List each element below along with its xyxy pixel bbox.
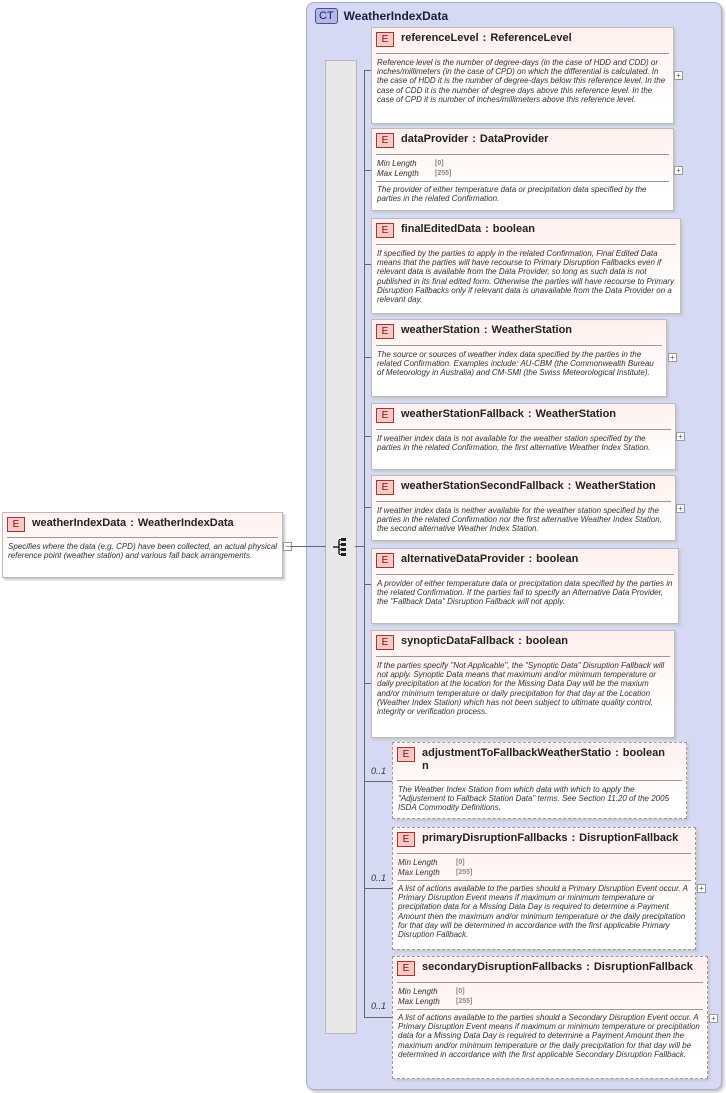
element-badge: E [376,408,394,423]
element-box[interactable] [371,27,674,124]
element-title [401,480,656,493]
element-box[interactable] [392,742,687,819]
element-type: boolean [536,553,579,565]
facet-value: [255] [435,169,452,177]
root-element-type: WeatherIndexData [137,517,234,529]
facet-label: Max Length [398,867,440,877]
expand-toggle[interactable]: + [709,1014,718,1023]
divider [376,53,669,54]
element-title [401,635,568,648]
element-header [376,223,674,238]
root-element-header [7,517,276,532]
type-separator: : [528,553,533,565]
element-title [401,324,572,337]
connector-line [364,584,371,585]
facet-label: Max Length [377,168,419,178]
type-separator: : [567,480,572,492]
element-doc: The provider of either temperature data or precipitation data specified by the parties in the related Confirmation. [377,185,647,204]
element-title [422,747,665,773]
element-box[interactable] [371,128,674,211]
facet-value: [255] [456,868,473,876]
element-doc: If weather index data is not available for the weather station specified by the parties in the related Confirmation, the first alternative Weather Index Station. [377,434,651,453]
element-title [401,133,548,146]
element-doc: The source or sources of weather index data specified by the parties in the related Confirmation. Examples include: AU-CBM (the Commonwealth Bureau of Meteorology in Australia) and CM-SMI (the Swiss Meteorological Institute). [377,350,654,378]
element-badge: E [376,133,394,148]
element-header [397,961,701,976]
divider [397,780,682,781]
element-header [376,133,667,148]
element-box[interactable] [371,218,681,314]
sequence-icon [333,538,349,556]
root-element-doc: Specifies where the data (e.g. CPD) have been collected, an actual physical reference point (weather station) and various fall back arrangements. [8,542,278,561]
type-separator: : [586,961,590,973]
connector-line [364,357,371,358]
divider [397,982,703,983]
connector-line [364,436,371,437]
facet-value: [0] [435,160,444,167]
facet-row [398,997,472,1007]
expand-toggle[interactable]: + [674,71,683,80]
element-doc: The Weather Index Station from which data with which to apply the "Adjustement to Fallback Station Data" terms. See Section 11.20 of the 2005 ISDA Commodity Definitions. [398,785,670,813]
element-doc: If specified by the parties to apply in the related Confirmation, Final Edited Data means that the parties will have recourse to Primary Disruption Fallbacks even if relevant data is available from the Data Provider, so long as such data is not published in its final edited form. Otherwise the parties will have recourse to Primary Disruption Fallbacks only if relevant data is unavailable from the Data Provider on a relevant day. [377,249,675,305]
facets [398,858,472,877]
connector-line [290,546,326,547]
element-badge: E [7,517,25,532]
element-type: boolean [622,747,665,759]
element-type: boolean [492,223,535,235]
divider [7,537,278,538]
expand-toggle[interactable]: + [668,353,677,362]
element-header [376,480,669,495]
facets [377,159,451,178]
element-name: finalEditedData [401,223,482,235]
expand-toggle[interactable]: + [697,884,706,893]
expand-toggle[interactable]: + [676,504,685,513]
facet-label: Min Length [398,858,438,867]
element-type: DisruptionFallback [593,961,693,973]
expand-toggle[interactable]: + [676,432,685,441]
connector-line [364,781,392,782]
cardinality-label: 0..1 [371,1001,387,1011]
element-badge: E [397,832,415,847]
element-header [376,408,669,423]
facet-label: Min Length [377,159,417,168]
facet-row [398,987,472,997]
element-type: WeatherStation [535,408,617,420]
type-separator: : [527,408,532,420]
divider [376,574,674,575]
connector-line [364,888,392,889]
element-doc: A list of actions available to the parties should a Secondary Disruption Event occur. A Primary Disruption Event means if maximum or minimum temperature or precipitation data for a Missing Data Day is required to determine a Payment Amount then the maximum and/or minimum temperature or the daily precipitation for that day will be determined in accordance with the first applicable Secondary Disruption Fallback. [398,1013,700,1059]
element-name: primaryDisruptionFallbacks [422,832,568,844]
element-badge: E [376,324,394,339]
type-separator: : [571,832,576,844]
connector-line [364,170,371,171]
facet-row [377,159,451,169]
element-doc: If the parties specify "Not Applicable", the "Synoptic Data" Disruption Fallback will not apply. Synoptic Data means that maximum and/or minimum temperature or daily precipitation at the location for the Missing Data Day will be the maxium and/or minimum temperature or daily precipitation for that day at the Location (Weather Index Station) which has not been subject to ultimate quality control, integrity or verification process. [377,661,665,717]
element-box[interactable] [371,630,675,738]
complex-type-header [315,7,448,25]
divider [376,501,671,502]
root-element-title: weatherIndexData : WeatherIndexData [32,517,234,529]
divider [397,880,691,881]
element-badge: E [376,480,394,495]
divider [376,429,671,430]
element-box[interactable] [371,548,679,624]
type-separator: : [485,223,489,235]
element-name: synopticDataFallback [401,635,515,647]
element-doc: A provider of either temperature data or precipitation data specified by the parties in the related Confirmation. If the parties fail to specify an Alternative Data Provider, the "Fallback Data" Disruption Fallback will not apply. [377,579,673,607]
element-title [422,961,693,974]
cardinality-label: 0..1 [371,873,387,883]
element-box[interactable] [371,403,676,470]
element-name: weatherStation [401,324,480,336]
connector-line [364,683,371,684]
element-title [422,832,678,845]
facet-row [398,868,472,878]
type-separator: : [483,324,488,336]
connector-line [364,70,365,1018]
facets [398,987,472,1006]
facet-value: [0] [456,859,465,866]
facet-value: [0] [456,988,465,995]
type-separator: : [615,747,619,759]
element-name: dataProvider [401,133,469,145]
facet-label: Max Length [398,996,440,1006]
element-box[interactable] [371,319,667,397]
element-badge: E [397,747,415,762]
cardinality-label: 0..1 [371,766,387,776]
divider [376,345,662,346]
connector-line [364,70,371,71]
element-type: DisruptionFallback [579,832,679,844]
collapse-toggle[interactable]: − [283,542,292,551]
element-box[interactable] [392,827,696,950]
element-doc: A list of actions available to the parties should a Primary Disruption Event occur. A Primary Disruption Event means if maximum or minimum temperature or precipitation data for a Missing Data Day is required to determine a Payment Amount then the maximum and/or minimum temperature or the daily precipitation for that day will be determined in accordance with the first applicable Primary Disruption Fallback. [398,884,688,940]
element-type: ReferenceLevel [490,32,572,44]
element-header [376,635,668,650]
facet-value: [255] [456,997,473,1005]
complex-type-badge: CT [315,8,338,24]
element-name: weatherStationSecondFallback [401,480,564,492]
element-header [397,832,689,847]
element-badge: E [376,32,394,47]
element-badge: E [376,553,394,568]
element-type: DataProvider [479,133,549,145]
element-badge: E [376,635,394,650]
element-name: weatherStationFallback [401,408,524,420]
element-title [401,223,535,236]
facet-label: Min Length [398,987,438,996]
element-name: alternativeDataProvider [401,553,525,565]
root-element-name: weatherIndexData [32,517,127,529]
element-badge: E [397,961,415,976]
element-title [401,408,616,421]
element-type: boolean [525,635,568,647]
element-doc: If weather index data is neither available for the weather station specified by the parties in the related Confirmation nor the first alternative Weather Index Station, the second alternative Weather Index Station. [377,506,662,534]
element-name: adjustmentToFallbackWeatherStatio [422,747,612,759]
connector-line [364,264,371,265]
element-box[interactable] [371,475,676,541]
element-type: WeatherStation [575,480,656,492]
facet-row [377,169,451,179]
connector-line [364,507,371,508]
divider [376,154,669,155]
element-name-wrap: n [422,760,429,772]
facet-row [398,858,472,868]
element-badge: E [376,223,394,238]
element-title [401,32,572,45]
element-header [376,32,667,47]
element-doc: Reference level is the number of degree-days (in the case of HDD and CDD) or inches/millimeters (in the case of CPD) on which the differential is calculated. In the case of HDD it is the number of degree-days below this reference level. In the case of CDD it is the number of degree days above this reference level. In the case of CPD it is number of inches/millimeters above this reference level. [377,58,666,104]
type-separator: : [472,133,476,145]
divider [376,244,676,245]
complex-type-name: WeatherIndexData [343,9,449,23]
element-box[interactable] [392,956,708,1079]
element-header [376,553,672,568]
element-name: referenceLevel [401,32,479,44]
element-header [397,747,680,773]
element-type: WeatherStation [491,324,573,336]
connector-line [364,1017,392,1018]
type-separator: : [518,635,522,647]
divider [376,181,669,182]
divider [376,656,670,657]
element-header [376,324,660,339]
type-separator: : [482,32,487,44]
divider [397,1009,703,1010]
element-title [401,553,578,566]
element-name: secondaryDisruptionFallbacks [422,961,583,973]
divider [397,853,691,854]
root-element[interactable] [2,512,283,578]
expand-toggle[interactable]: + [674,166,683,175]
